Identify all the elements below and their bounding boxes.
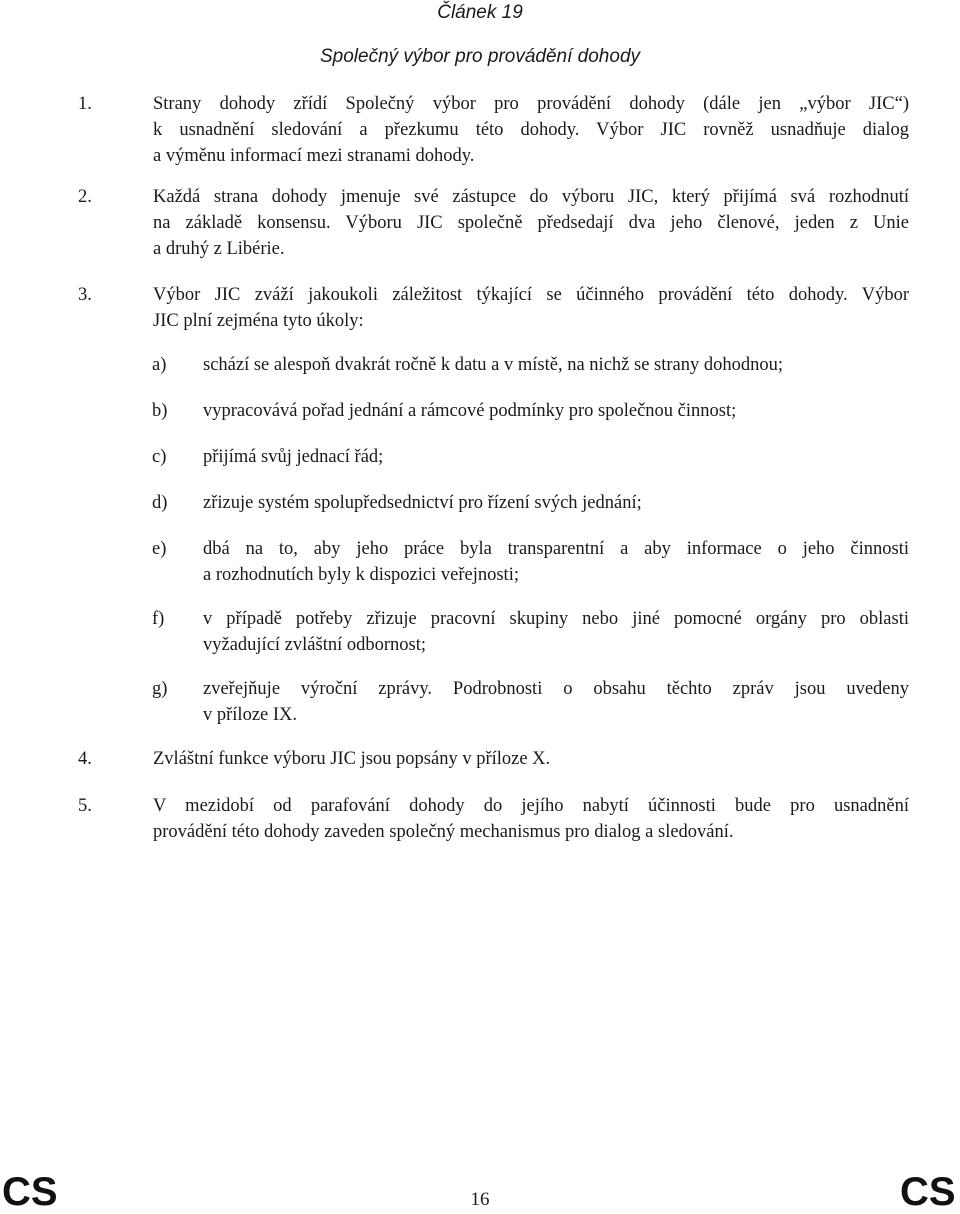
task-line: dbá na to, aby jeho práce byla transparentní a aby informace o jeho činnosti (203, 539, 909, 559)
paragraph-line: a druhý z Libérie. (153, 239, 285, 259)
task-line: vyžadující zvláštní odbornost; (203, 635, 426, 655)
paragraph-number: 4. (78, 749, 92, 769)
article-subtitle: Společný výbor pro provádění dohody (319, 46, 641, 67)
paragraph-line: Strany dohody zřídí Společný výbor pro provádění dohody (dále jen „výbor JIC“) (153, 94, 909, 114)
task-line: a rozhodnutích byly k dispozici veřejnosti; (203, 565, 519, 585)
task-line: přijímá svůj jednací řád; (203, 447, 384, 467)
task-line: v případě potřeby zřizuje pracovní skupiny nebo jiné pomocné orgány pro oblasti (203, 609, 909, 629)
task-letter: a) (152, 355, 167, 375)
paragraph-line: k usnadnění sledování a přezkumu této dohody. Výbor JIC rovněž usnadňuje dialog (153, 120, 909, 140)
paragraph-number: 3. (78, 285, 92, 305)
task-line: vypracovává pořad jednání a rámcové podmínky pro společnou činnost; (203, 401, 737, 421)
task-letter: c) (152, 447, 167, 467)
page-number: 16 (470, 1189, 490, 1210)
paragraph-number: 5. (78, 796, 92, 816)
task-line: zřizuje systém spolupředsednictví pro řízení svých jednání; (203, 493, 642, 513)
article-title: Článek 19 (437, 2, 523, 23)
task-letter: d) (152, 493, 168, 513)
task-letter: b) (152, 401, 168, 421)
footer-language-left: CS (2, 1170, 58, 1214)
paragraph-line: Výbor JIC zváží jakoukoli záležitost týkající se účinného provádění této dohody. Výbor (153, 285, 909, 305)
paragraph-line: V mezidobí od parafování dohody do jejího nabytí účinnosti bude pro usnadnění (153, 796, 909, 816)
paragraph-number: 2. (78, 187, 92, 207)
task-letter: e) (152, 539, 167, 559)
task-line: zveřejňuje výroční zprávy. Podrobnosti o obsahu těchto zpráv jsou uvedeny (203, 679, 909, 699)
paragraph-line: na základě konsensu. Výboru JIC společně předsedají dva jeho členové, jeden z Unie (153, 213, 909, 233)
paragraph-line: Zvláštní funkce výboru JIC jsou popsány v příloze X. (153, 749, 551, 769)
task-line: v příloze IX. (203, 705, 298, 725)
task-letter: g) (152, 679, 168, 699)
task-letter: f) (152, 609, 165, 629)
task-line: schází se alespoň dvakrát ročně k datu a v místě, na nichž se strany dohodnou; (203, 355, 784, 375)
footer-language-right: CS (900, 1170, 956, 1214)
paragraph-line: JIC plní zejména tyto úkoly: (153, 311, 364, 331)
paragraph-number: 1. (78, 94, 92, 114)
paragraph-line: provádění této dohody zaveden společný mechanismus pro dialog a sledování. (153, 822, 734, 842)
paragraph-line: a výměnu informací mezi stranami dohody. (153, 146, 475, 166)
paragraph-line: Každá strana dohody jmenuje své zástupce do výboru JIC, který přijímá svá rozhodnutí (153, 187, 909, 207)
